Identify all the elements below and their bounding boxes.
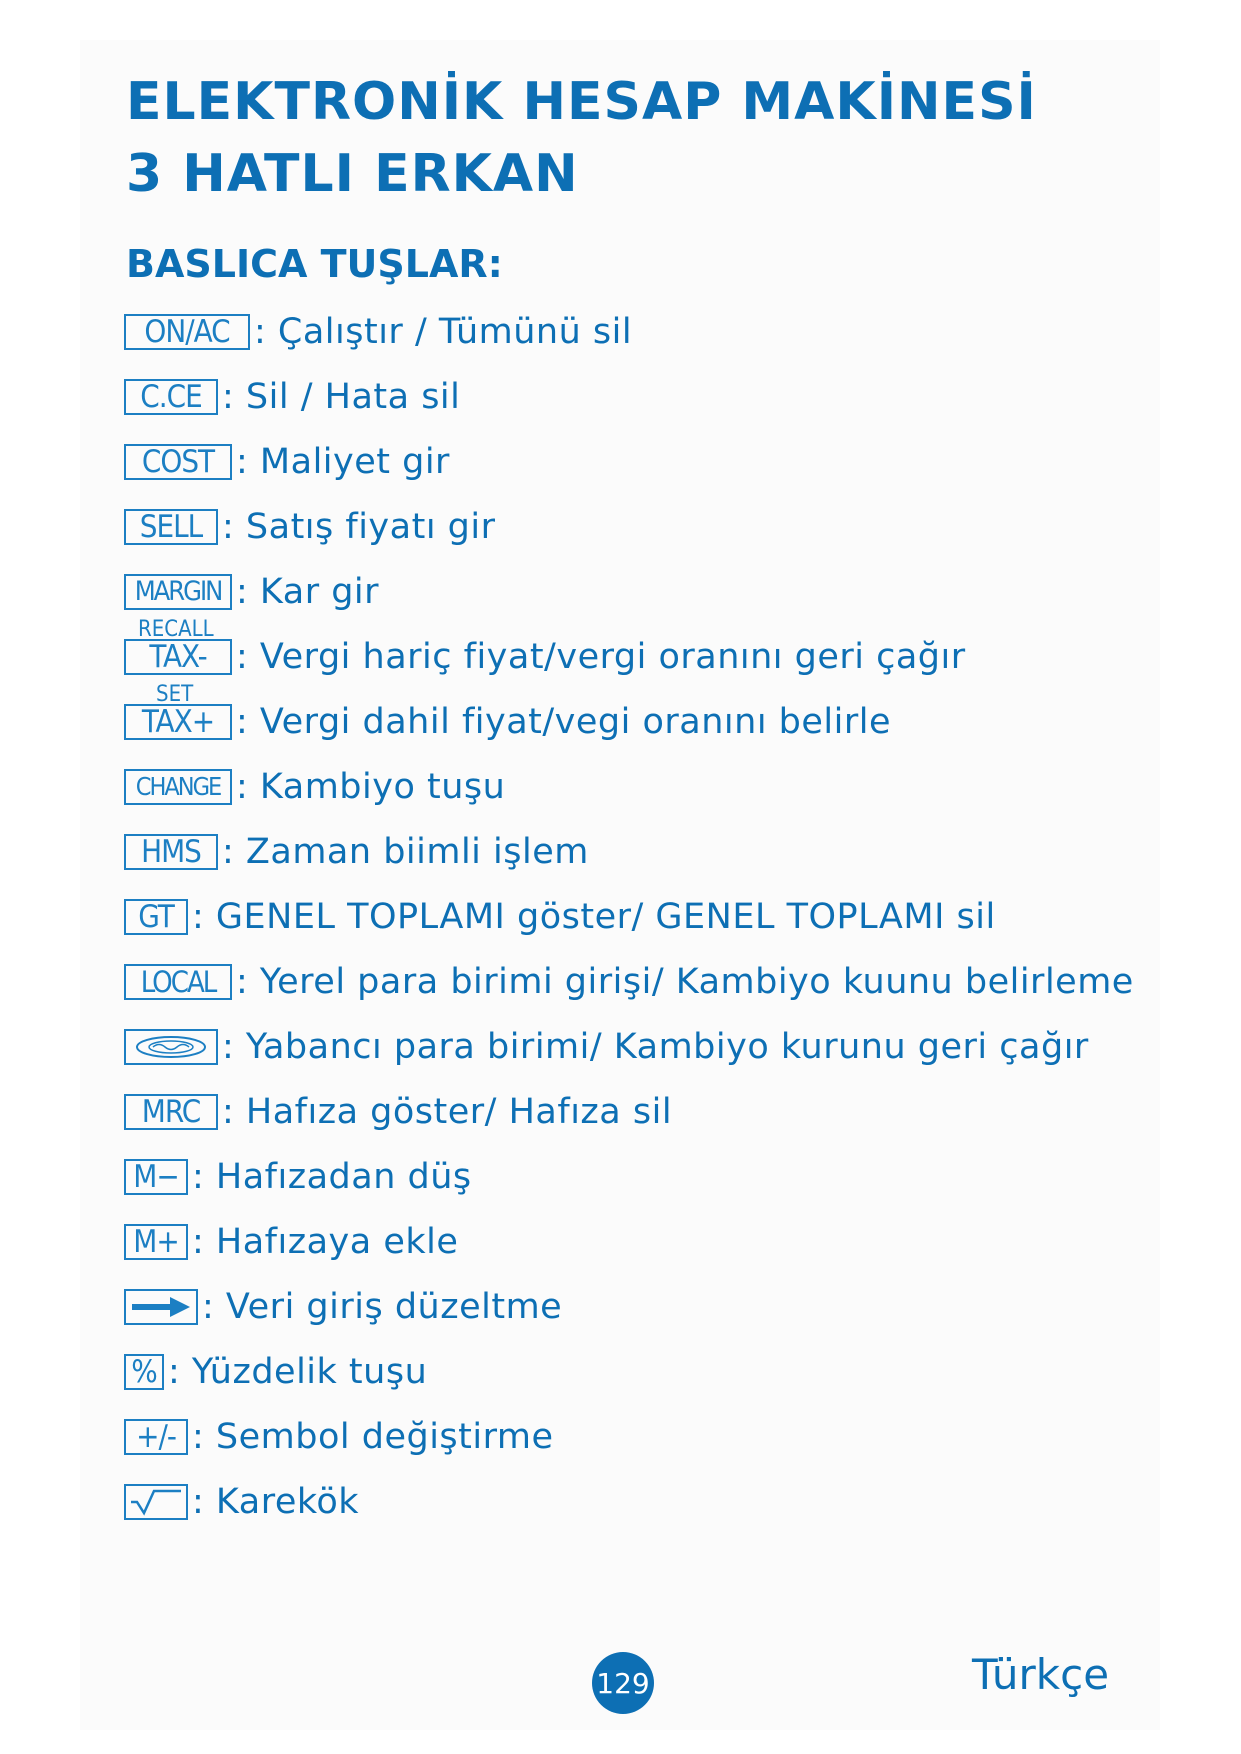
key-row-c-ce: [124, 372, 460, 422]
key-description: : Sil / Hata sil: [222, 377, 461, 417]
percent-key-icon: %: [124, 1354, 164, 1390]
key-row-sqrt: [124, 1477, 359, 1527]
key-row-tax-plus: [124, 682, 892, 747]
key-description: : Hafızaya ekle: [192, 1222, 459, 1262]
page-title: [126, 66, 1037, 210]
key-row-arrow: [124, 1282, 562, 1332]
key-description: : Hafızadan düş: [192, 1157, 472, 1197]
tax-minus-key-icon: [124, 617, 232, 675]
key-row-tax-minus: [124, 617, 966, 682]
key-description: : GENEL TOPLAMI göster/ GENEL TOPLAMI sil: [192, 897, 996, 937]
key-description: : Yerel para birimi girişi/ Kambiyo kuunu belirleme: [236, 962, 1134, 1002]
key-description: : Kambiyo tuşu: [236, 767, 506, 807]
key-description: : Yabancı para birimi/ Kambiyo kurunu geri çağır: [222, 1027, 1089, 1067]
key-row-on-ac: [124, 307, 632, 357]
key-description: : Maliyet gir: [236, 442, 450, 482]
c-ce-key-icon: C.CE: [124, 379, 218, 415]
key-row-percent: [124, 1347, 427, 1397]
key-row-m-plus: [124, 1217, 458, 1267]
change-key-icon: CHANGE: [124, 769, 232, 805]
key-row-sign: [124, 1412, 554, 1462]
section-heading: BASLICA TUŞLAR:: [126, 242, 503, 286]
key-row-mrc: [124, 1087, 672, 1137]
hms-key-icon: HMS: [124, 834, 218, 870]
key-row-change: [124, 762, 505, 812]
tax-minus-label: TAX-: [149, 639, 207, 675]
page-number-badge: 129: [592, 1652, 654, 1714]
key-description: : Çalıştır / Tümünü sil: [254, 312, 633, 352]
key-row-foreign: [124, 1022, 1089, 1072]
key-row-margin: [124, 567, 379, 617]
gt-key-icon: GT: [124, 899, 188, 935]
cost-key-icon: COST: [124, 444, 232, 480]
key-row-cost: [124, 437, 450, 487]
foreign-currency-key-icon: [124, 1029, 218, 1065]
key-description: : Sembol değiştirme: [192, 1417, 554, 1457]
key-description: : Veri giriş düzeltme: [202, 1287, 563, 1327]
key-row-gt: [124, 892, 996, 942]
key-row-local: [124, 957, 1134, 1007]
key-description: : Hafıza göster/ Hafıza sil: [222, 1092, 673, 1132]
local-key-icon: LOCAL: [124, 964, 232, 1000]
on-ac-key-icon: ON/AC: [124, 314, 250, 350]
key-description: : Vergi hariç fiyat/vergi oranını geri çağır: [236, 637, 966, 677]
key-description: : Zaman biimli işlem: [222, 832, 589, 872]
m-plus-key-icon: M+: [124, 1224, 188, 1260]
key-description: : Yüzdelik tuşu: [168, 1352, 428, 1392]
m-minus-key-icon: M−: [124, 1159, 188, 1195]
key-description: : Satış fiyatı gir: [222, 507, 496, 547]
key-row-hms: [124, 827, 589, 877]
tax-plus-key-icon: [124, 682, 232, 740]
set-label: SET: [156, 682, 194, 707]
arrow-right-icon: [130, 1296, 192, 1318]
key-description: : Karekök: [192, 1482, 360, 1522]
key-description: : Vergi dahil fiyat/vegi oranını belirle: [236, 702, 892, 742]
foreign-currency-icon: [131, 1034, 211, 1060]
sign-change-key-icon: +/-: [124, 1419, 188, 1455]
arrow-key-icon: [124, 1289, 198, 1325]
sqrt-key-icon: [124, 1484, 188, 1520]
key-row-m-minus: [124, 1152, 472, 1202]
title-line-2: 3 HATLI ERKAN: [126, 144, 579, 204]
sell-key-icon: SELL: [124, 509, 218, 545]
recall-label: RECALL: [138, 617, 214, 642]
title-line-1: ELEKTRONİK HESAP MAKİNESİ: [126, 72, 1037, 132]
language-label: Türkçe: [972, 1650, 1110, 1699]
margin-key-icon: MARGIN: [124, 574, 232, 610]
key-row-sell: [124, 502, 496, 552]
key-description: : Kar gir: [236, 572, 380, 612]
square-root-icon: [128, 1488, 184, 1516]
mrc-key-icon: MRC: [124, 1094, 218, 1130]
tax-plus-label: TAX+: [141, 704, 215, 740]
